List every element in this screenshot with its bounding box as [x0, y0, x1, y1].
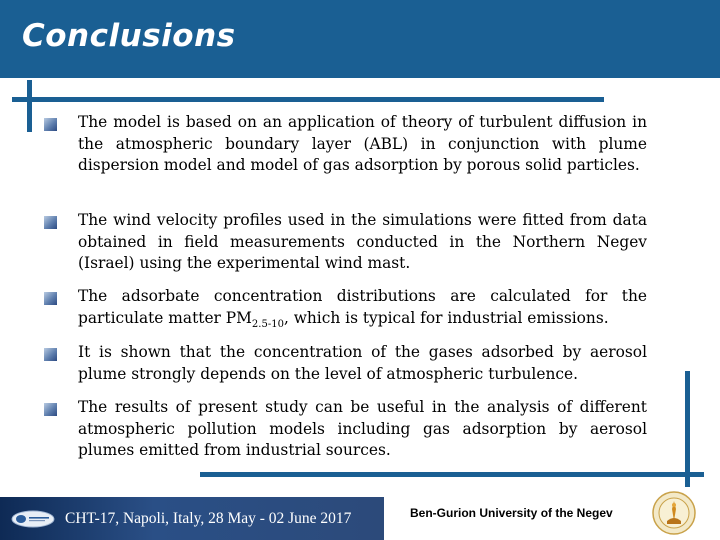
decor-horizontal-line-bottom — [200, 472, 704, 477]
bullet-text: The results of present study can be useful in the analysis of different atmospheric pollution models including gas adsorption by aerosol plumes emitted from industrial sources. — [78, 398, 647, 460]
university-seal-icon — [652, 491, 696, 535]
bullet-square-icon — [44, 348, 57, 361]
decor-horizontal-line-top — [12, 97, 604, 102]
university-name: Ben-Gurion University of the Negev — [410, 506, 613, 520]
bullet-square-icon — [44, 403, 57, 416]
bullet-text: It is shown that the concentration of the gases adsorbed by aerosol plume strongly depends on the level of atmospheric turbulence. — [78, 343, 647, 383]
bullet-text-part: , which is typical for industrial emissions. — [283, 308, 609, 327]
header-band — [0, 0, 720, 78]
bullet-text: The wind velocity profiles used in the simulations were fitted from data obtained in field measurements conducted in the Northern Negev (Israel) using the experimental wind mast. — [78, 211, 647, 273]
bullet-square-icon — [44, 292, 57, 305]
decor-vertical-line-right — [685, 371, 690, 487]
decor-vertical-line-left — [27, 80, 32, 132]
subscript: 2.5-10 — [251, 318, 284, 330]
footer-conference-banner — [0, 497, 384, 540]
bullet-text: The model is based on an application of theory of turbulent diffusion in the atmospheric boundary layer (ABL) in conjunction with plume dispersion model and model of gas adsorption by porous solid particles. — [78, 113, 647, 175]
bullet-square-icon — [44, 216, 57, 229]
bullet-square-icon — [44, 118, 57, 131]
bullet-text-part: The adsorbate concentration distributions are calculated for the particulate matter PM — [78, 287, 647, 327]
bullet-text — [78, 286, 647, 329]
conference-logo-icon — [10, 509, 56, 529]
conference-name: CHT-17, Napoli, Italy, 28 May - 02 June 2017 — [65, 510, 352, 527]
slide-title: Conclusions — [22, 18, 236, 54]
